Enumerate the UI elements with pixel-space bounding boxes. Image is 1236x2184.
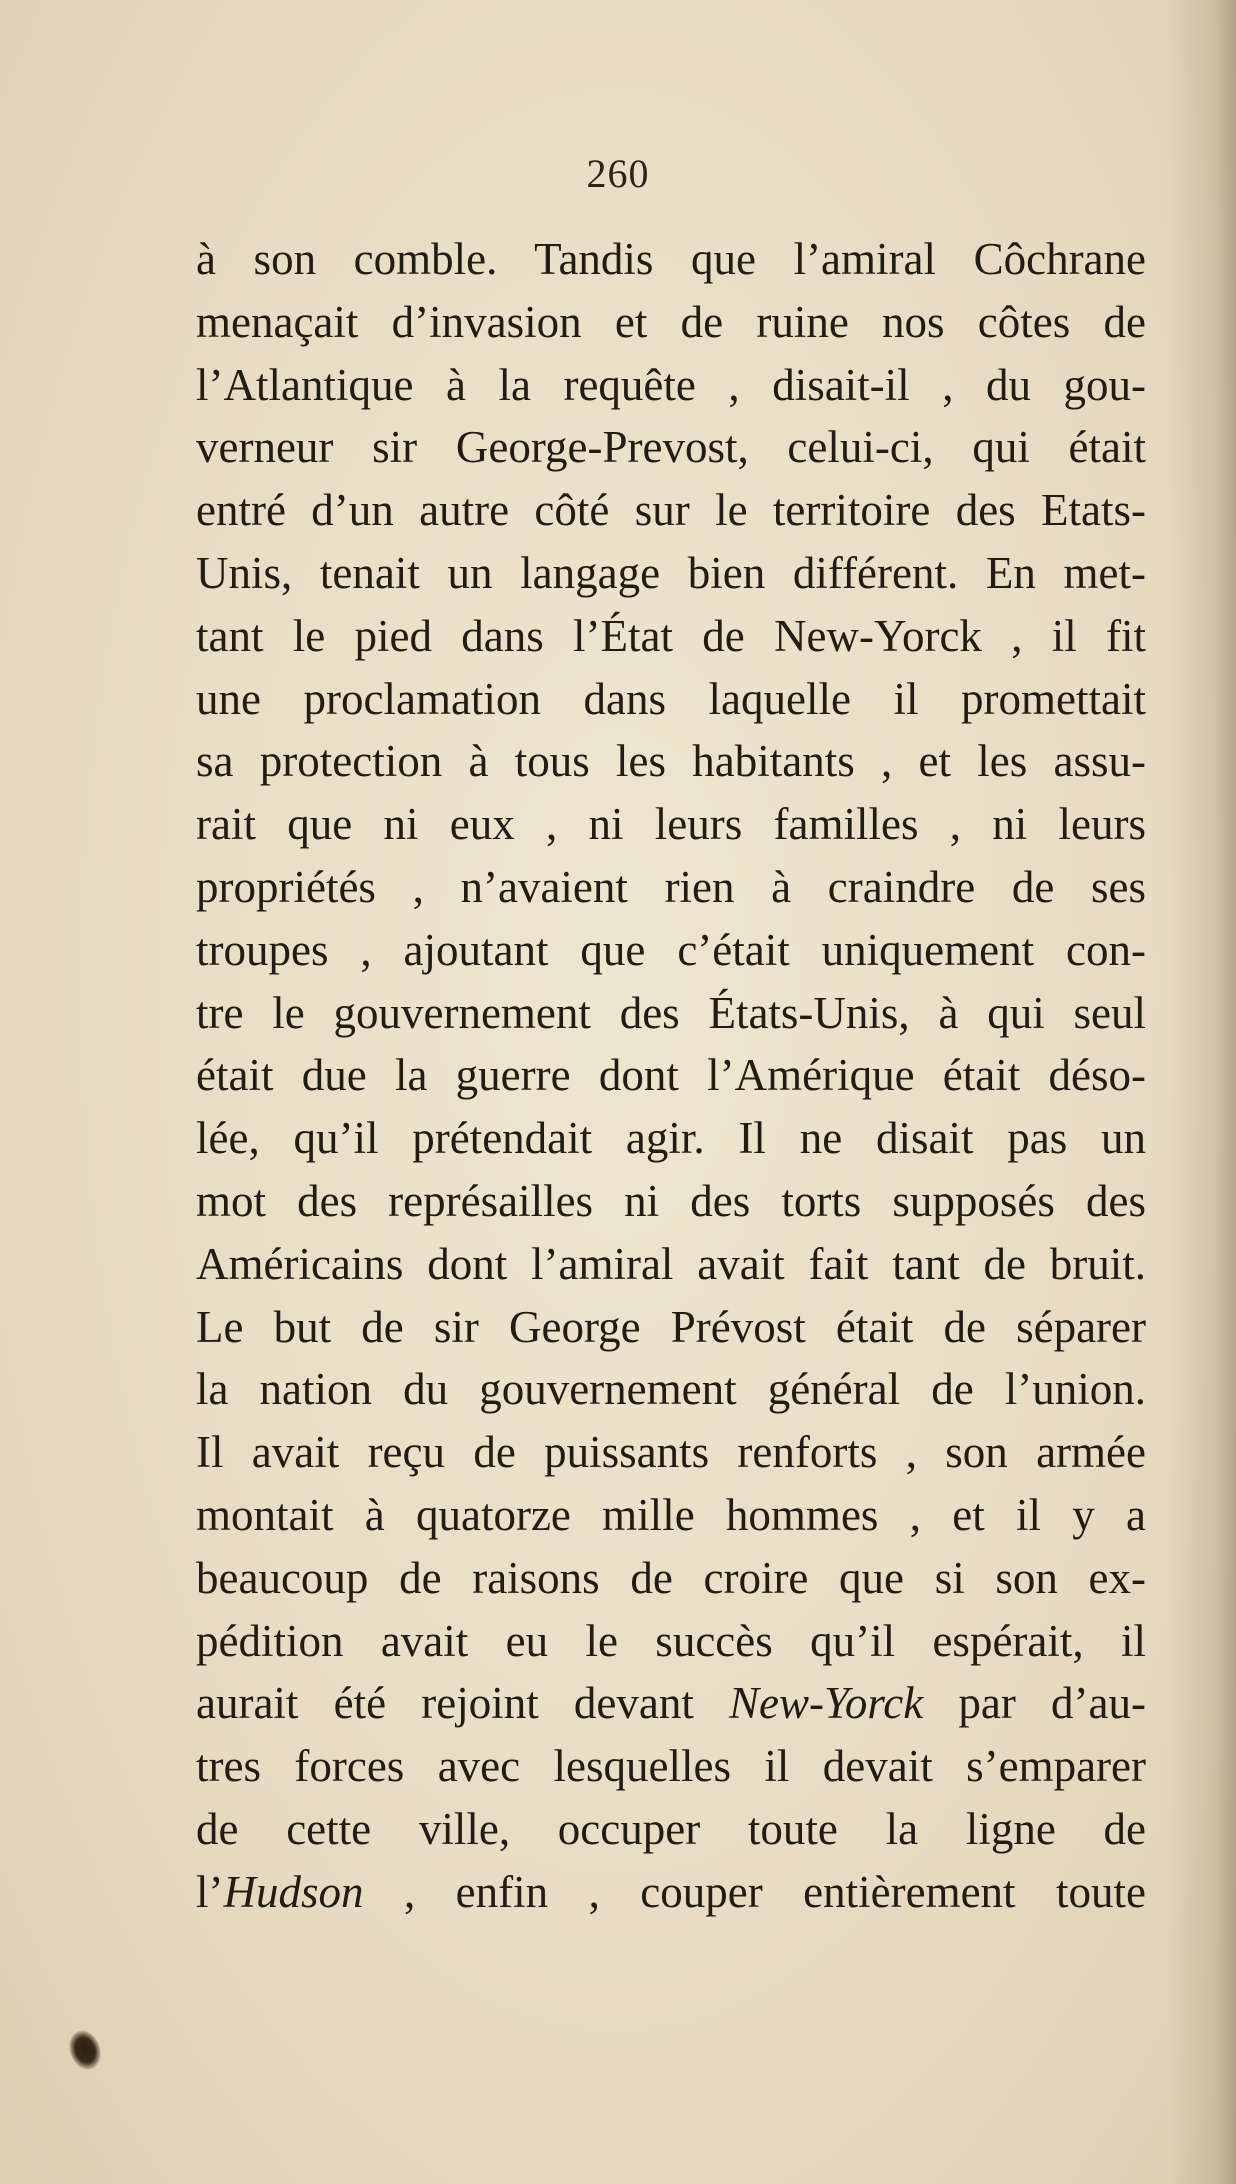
text-segment: Unis, tenait un langage bien différent. En met- <box>196 547 1146 598</box>
text-line <box>196 479 1146 542</box>
text-segment: Il avait reçu de puissants renforts , son armée <box>196 1427 1146 1478</box>
text-segment: tant le pied dans l’État de New-Yorck , il fit <box>196 610 1146 661</box>
text-segment: de cette ville, occuper toute la ligne de <box>196 1803 1146 1854</box>
text-segment: beaucoup de raisons de croire que si son ex- <box>196 1552 1146 1603</box>
text-segment: tre le gouvernement des États-Unis, à qui seul <box>196 987 1146 1038</box>
text-line <box>196 1610 1146 1673</box>
text-segment: lée, qu’il prétendait agir. Il ne disait pas un <box>196 1113 1146 1164</box>
text-line <box>196 982 1146 1045</box>
text-line <box>196 1547 1146 1610</box>
text-line <box>196 354 1146 417</box>
text-segment: la nation du gouvernement général de l’union. <box>196 1364 1146 1415</box>
italic-text: New-Yorck <box>729 1678 924 1729</box>
page-number: 260 <box>586 151 650 196</box>
text-segment: entré d’un autre côté sur le territoire des Etats- <box>196 485 1146 536</box>
gutter-shadow <box>1166 0 1236 2184</box>
text-segment: propriétés , n’avaient rien à craindre de ses <box>196 861 1146 912</box>
text-segment: était due la guerre dont l’Amérique était déso- <box>196 1050 1146 1101</box>
text-line <box>196 1735 1146 1798</box>
text-segment: menaçait d’invasion et de ruine nos côtes de <box>196 296 1146 347</box>
text-line <box>196 1421 1146 1484</box>
text-line <box>196 542 1146 605</box>
text-line <box>196 919 1146 982</box>
text-segment: verneur sir George-Prevost, celui-ci, qui était <box>196 422 1146 473</box>
text-segment: rait que ni eux , ni leurs familles , ni leurs <box>196 799 1146 850</box>
text-line <box>196 416 1146 479</box>
text-segment: montait à quatorze mille hommes , et il y a <box>196 1489 1146 1540</box>
text-segment: aurait été rejoint devant <box>196 1678 730 1729</box>
text-line <box>196 291 1146 354</box>
text-segment: troupes , ajoutant que c’était uniquement con- <box>196 924 1146 975</box>
text-line <box>196 605 1146 668</box>
text-segment: , enfin , couper entièrement toute <box>363 1866 1146 1917</box>
text-segment: Le but de sir George Prévost était de séparer <box>196 1301 1146 1352</box>
text-line <box>196 856 1146 919</box>
ink-stain <box>64 2026 106 2074</box>
text-segment: pédition avait eu le succès qu’il espérait, il <box>196 1615 1146 1666</box>
text-line <box>196 1861 1146 1924</box>
text-segment: Américains dont l’amiral avait fait tant de bruit. <box>196 1238 1146 1289</box>
text-segment: l’Atlantique à la requête , disait-il , du gou- <box>196 359 1146 410</box>
text-line <box>196 1233 1146 1296</box>
text-line <box>196 1044 1146 1107</box>
text-line <box>196 1170 1146 1233</box>
text-line <box>196 1798 1146 1861</box>
text-segment: sa protection à tous les habitants , et les assu- <box>196 736 1146 787</box>
text-segment: par d’au- <box>923 1678 1146 1729</box>
body-text <box>196 228 1146 1924</box>
text-line <box>196 793 1146 856</box>
text-line <box>196 1358 1146 1421</box>
text-segment: à son comble. Tandis que l’amiral Côchrane <box>196 234 1146 284</box>
italic-text: Hudson <box>223 1866 364 1917</box>
text-line <box>196 1484 1146 1547</box>
text-segment: une proclamation dans laquelle il promettait <box>196 673 1146 724</box>
text-line <box>196 730 1146 793</box>
text-line <box>196 668 1146 731</box>
text-line <box>196 1296 1146 1359</box>
text-segment: tres forces avec lesquelles il devait s’emparer <box>196 1741 1146 1792</box>
text-line <box>196 1107 1146 1170</box>
text-segment: mot des représailles ni des torts supposés des <box>196 1175 1146 1226</box>
text-segment: l’ <box>196 1866 224 1917</box>
text-line <box>196 228 1146 291</box>
text-line <box>196 1672 1146 1735</box>
